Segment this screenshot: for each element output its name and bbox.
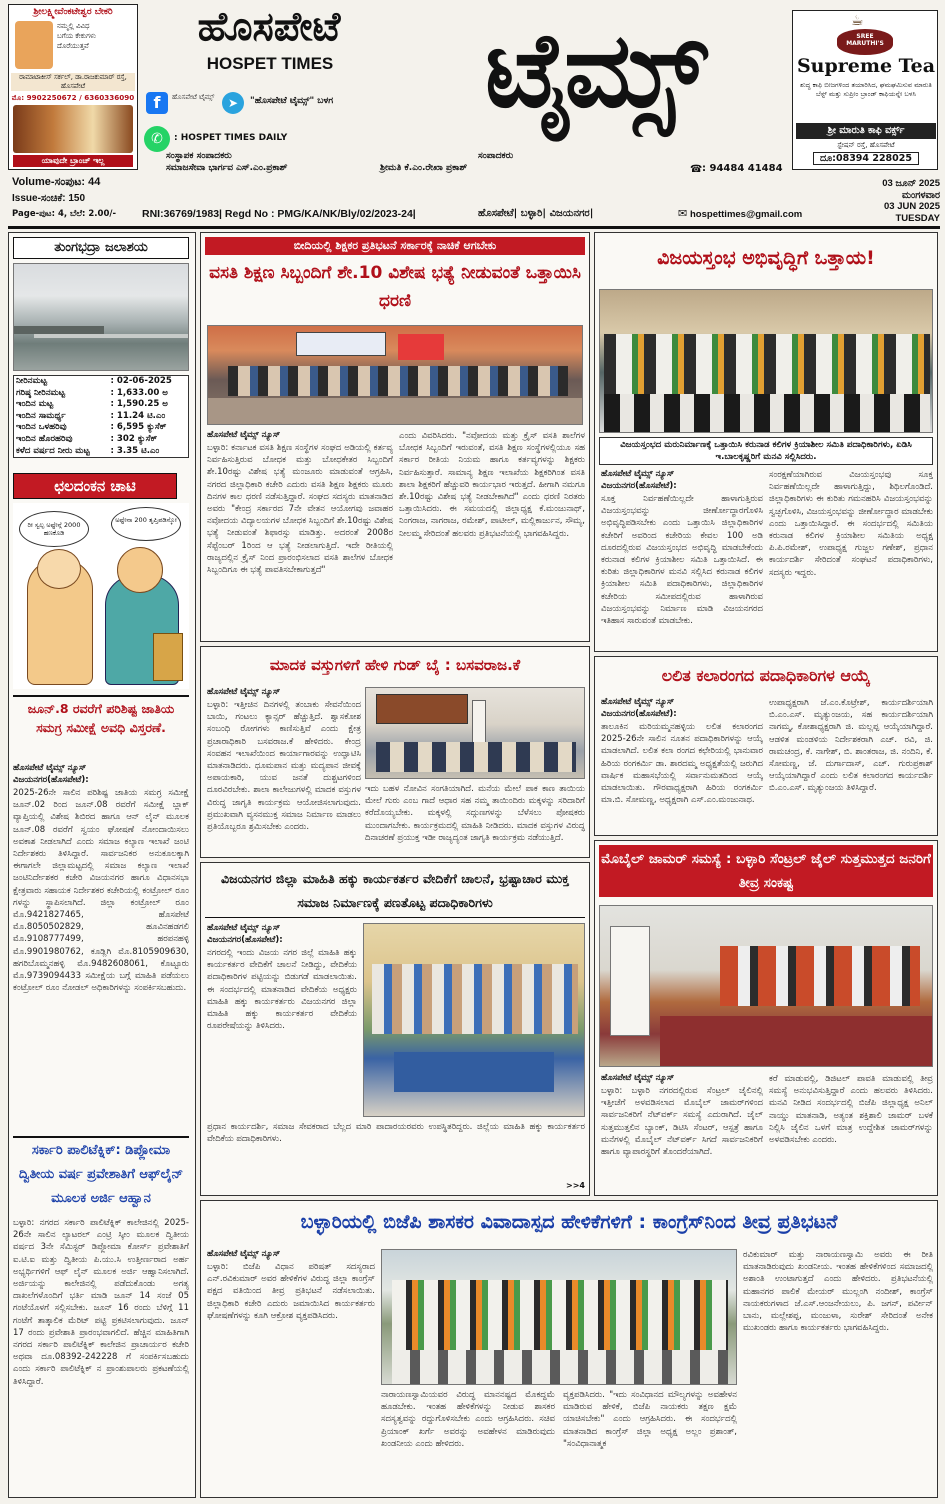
survey-byline: ಹೊಸಪೇಟೆ ಟೈಮ್ಸ್ ನ್ಯೂಸ್: [13, 763, 87, 773]
bjp-byline: ಹೊಸಪೇಟೆ ಟೈಮ್ಸ್ ನ್ಯೂಸ್: [207, 1249, 281, 1259]
lalitha-body-left: ತಾಲೂಕಿನ ಮರಿಯಮ್ಮನಹಳ್ಳಿಯ ಲಲಿತ ಕಲಾರಂಗದ 2025-26ನೇ ಸಾಲಿನ ನೂತನ ಪದಾಧಿಕಾರಿಗಳನ್ನು ಆಯ್ಕೆ ಮಾಡಲಾಗಿದೆ. ಲಲಿತ ಕಲಾ ರಂಗದ ಕಛೇರಿಯಲ್ಲಿ ಭಾನುವಾರ ಹಿರಿಯ ರಂಗಕರ್ಮಿ ಡಾ. ಶಾರದಮ್ಮ ಅಧ್ಯಕ್ಷತೆಯಲ್ಲಿ ಜರುಗಿದ ವಾರ್ಷಿಕ ಮಹಾಸಭೆಯಲ್ಲಿ ಸರ್ವಾನುಮತದಿಂದ ಆಯ್ಕೆ ಮಾಡಲಾಯಿತು. ಗೌರವಾಧ್ಯಕ್ಷರಾಗಿ ಹಿರಿಯ ರಂಗಕರ್ಮಿ ಮಾ.ಬಿ. ಸೋಮಣ್ಣ, ಅಧ್ಯಕ್ಷರಾಗಿ ಎಸ್.ಎಂ.ಮಂಜುನಾಥ.: [601, 722, 763, 806]
rti-caption: ಪ್ರಧಾನ ಕಾರ್ಯದರ್ಶಿ, ಸಮಾಜ ಸೇವಕರಾದ ಬೆಲ್ಲದ ಮಾರಿ ಪಾದಾರಯರವರು ಉಪಸ್ಥಿತರಿದ್ದರು. ಜಿಲ್ಲೆಯ ಮಾಹಿತಿ ಹಕ್ಕು ಕಾರ್ಯಕರ್ತರ ವೇದಿಕೆಯ ಪದಾಧಿಕಾರಿಗಳು.: [207, 1122, 585, 1145]
founder-name: ಸಮಾಜಸೇವಾ ಭಾರ್ಗವ ಎಸ್.ಎಂ.ಪ್ರಕಾಶ್: [166, 163, 288, 173]
hostel-protest-photo: [207, 325, 583, 425]
bjp-headline: ಬಳ್ಳಾರಿಯಲ್ಲಿ ಬಿಜೆಪಿ ಶಾಸಕರ ವಿವಾದಾಸ್ಪದ ಹೇಳಿಕೆಗಳಿಗೆ : ಕಾಂಗ್ರೆಸ್‌ನಿಂದ ತೀವ್ರ ಪ್ರತಿಭಟನೆ: [300, 1211, 838, 1233]
cartoon-bubble-right: ಅಷ್ಟೇನಾ 200 ತೃಪ್ತಿಪಡಿಸ್ಕೋ: [111, 507, 181, 541]
rti-headline: ವಿಜಯನಗರ ಜಿಲ್ಲಾ ಮಾಹಿತಿ ಹಕ್ಕು ಕಾರ್ಯಕರ್ತರ ವೇದಿಕೆಗೆ ಚಾಲನೆ, ಭ್ರಷ್ಟಾಚಾರ ಮುಕ್ತ ಸಮಾಜ ನಿರ್ಮಾಣಕ್ಕೆ ಪಣತೊಟ್ಟ ಪದಾಧಿಕಾರಿಗಳು: [220, 871, 570, 910]
polytechnic-body: ಬಳ್ಳಾರಿ: ನಗರದ ಸರ್ಕಾರಿ ಪಾಲಿಟೆಕ್ನಿಕ್ ಕಾಲೇಜಿನಲ್ಲಿ 2025-26ನೇ ಸಾಲಿನ ಲ್ಯಾಟರಲ್ ಎಂಟ್ರಿ ಸ್ಕೀಂ ಮೂಲಕ ದ್ವಿತೀಯ ವರ್ಷದ 3ನೇ ಸೆಮಿಸ್ಟರ್ ಡಿಪ್ಲೋಮಾ ಕೋರ್ಸ್ ಪ್ರವೇಶಾತಿಗೆ ಐ.ಟಿ.ಐ ಮತ್ತು ದ್ವಿತೀಯ ಪಿ.ಯು.ಸಿ ಉತ್ತೀರ್ಣರಾದ ಅರ್ಹ ಅಭ್ಯರ್ಥಿಗಳಿಗೆ ಆಫ್ ಲೈನ್ ಮೂಲಕ ಅರ್ಜಿ ಆಹ್ವಾನಿಸಲಾಗಿದೆ. ಅರ್ಜಿಯನ್ನು ಕಾಲೇಜಿನಲ್ಲಿ ಪಡೆದುಕೊಂಡು ಅಗತ್ಯ ದಾಖಲೆಗಳೊಂದಿಗೆ ಭರ್ತಿ ಮಾಡಿ ಜೂನ್ 14 ಸಂಜೆ 05 ಗಂಟೆಯೊಳಗೆ ಸಲ್ಲಿಸಬೇಕು. ಜೂನ್ 16 ರಂದು ಬೆಳಿಗ್ಗೆ 11 ಗಂಟೆಗೆ ತಾತ್ಕಾಲಿಕ ಮೆರಿಟ್ ಪಟ್ಟಿ ಪ್ರಕಟಿಸಲಾಗುವುದು. ಜೂನ್ 17 ರಂದು ಪ್ರವೇಶಾತಿ ಪ್ರಾರಂಭವಾಗಲಿದೆ. ಹೆಚ್ಚಿನ ಮಾಹಿತಿಗಾಗಿ ನಗರದ ಸರ್ಕಾರಿ ಪಾಲಿಟೆಕ್ನಿಕ್ ಕಾಲೇಜಿನ ಪ್ರಾಚಾರ್ಯರ ಕಚೇರಿ ಅಥವಾ ದೂ.08392-242228 ಗೆ ಸಂಪರ್ಕಿಸಬಹುದು ಎಂದು ಸರ್ಕಾರಿ ಪಾಲಿಟೆಕ್ನಿಕ್ ನ ಪ್ರಾಂಶುಪಾಲರು ಪ್ರಕಟಣೆಯಲ್ಲಿ ತಿಳಿಸಿದ್ದಾರೆ.: [13, 1218, 189, 1387]
drugs-headline: ಮಾದಕ ವಸ್ತುಗಳಿಗೆ ಹೇಳಿ ಗುಡ್ ಬೈ : ಬಸವರಾಜ.ಕೆ: [269, 656, 521, 674]
vijaya-place: ವಿಜಯನಗರ(ಹೊಸಪೇಟೆ):: [601, 481, 677, 491]
bjp-body-col4: ರವಿಕುಮಾರ್ ಮತ್ತು ನಾರಾಯಣಸ್ವಾಮಿ ಅವರು ಈ ರೀತಿ ಮಾತನಾಡಿರುವುದು ಖಂಡನೀಯ. ಇಂತಹ ಹೇಳಿಕೆಗಳಿಂದ ಸಮಾಜದಲ್ಲಿ ಅಶಾಂತಿ ಉಂಟಾಗುತ್ತದೆ ಎಂದು ಹೇಳಿದರು. ಪ್ರತಿಭಟನೆಯಲ್ಲಿ ಮಹಾನಗರ ಪಾಲಿಕೆ ಮೇಯರ್ ಮುಲ್ಲಂಗಿ ನಂದೀಶ್, ಕಾಂಗ್ರೆಸ್ ನಾಯಕರುಗಳಾದ ಜೆ.ಎಸ್.ಆಂಜನೇಯಲು, ಪಿ. ಜಗನ್, ಪರ್ವೀನ್ ಬಾನು, ಮಲ್ಲೇಶಪ್ಪ, ಮಂಜುಳಾ, ಸುರೇಶ್ ಸೇರಿದಂತೆ ಅನೇಕ ಮುಖಂಡರು ಹಾಗೂ ಕಾರ್ಯಕರ್ತರು ಭಾಗವಹಿಸಿದ್ದರು.: [743, 1250, 933, 1334]
jammer-headline: ಮೊಬೈಲ್ ಜಾಮರ್ ಸಮಸ್ಯೆ : ಬಳ್ಳಾರಿ ಸೆಂಟ್ರಲ್ ಜೈಲ್ ಸುತ್ತಮುತ್ತದ ಜನರಿಗೆ ತೀವ್ರ ಸಂಕಷ್ಟ: [599, 845, 933, 897]
dam-level-label: ಇಂದಿನ ಸಾಮರ್ಥ್ಯ: [16, 410, 66, 421]
email-address: hospettimes@gmail.com: [690, 209, 803, 220]
bakery-ad-footer: ಯಾವುದೇ ಬ್ರಾಂಚ್ ಇಲ್ಲ: [13, 155, 133, 167]
masthead-divider: [8, 226, 940, 229]
polytechnic-headline: ಸರ್ಕಾರಿ ಪಾಲಿಟೆಕ್ನಿಕ್: ಡಿಪ್ಲೋಮಾ ದ್ವಿತೀಯ ವರ್ಷ ಪ್ರವೇಶಾತಿಗೆ ಆಫ್‌ಲೈನ್ ಮೂಲಕ ಅರ್ಜಿ ಆಹ್ವಾನ: [18, 1143, 184, 1206]
vijaya-headline: ವಿಜಯಸ್ತಂಭ ಅಭಿವೃದ್ಧಿಗೆ ಒತ್ತಾಯ!: [657, 247, 875, 269]
day-kannada: ಮಂಗಳವಾರ: [901, 189, 940, 201]
bakery-ad-mascot: [15, 21, 53, 69]
bakery-ad-phone: ಮೊ: 9902250672 / 6360336090: [11, 93, 135, 102]
jammer-press-photo: [599, 905, 933, 1067]
dam-level-value: : 1,633.00 ಅ: [110, 387, 168, 398]
bakery-ad-title: ಶ್ರೀಲಕ್ಷ್ಮೀವೆಂಕಟೇಶ್ವರ ಬೇಕರಿ: [33, 7, 113, 17]
jammer-story: [594, 840, 938, 1196]
bakery-ad-address: ರಾಮಾಟಾಕೀಸ್ ಸರ್ಕಲ್, ಡಾ.ರಾಜಕುಮಾರ್ ರಸ್ತೆ, ಹೊಸಪೇಟೆ: [11, 73, 135, 91]
hostel-body-left: ಬಳ್ಳಾರಿ: ಕರ್ನಾಟಕ ವಸತಿ ಶಿಕ್ಷಣ ಸಂಸ್ಥೆಗಳ ಸಂಘದ ಅಡಿಯಲ್ಲಿ ಕರ್ತವ್ಯ ನಿರ್ವಹಿಸುತ್ತಿರುವ ಬೋಧಕ ಮತ್ತು ಬೋಧಕೇತರ ಸಿಬ್ಬಂದಿಗೆ ಶೇ.10ರಷ್ಟು ವಿಶೇಷ ಭತ್ಯೆ ಮಂಜೂರು ಮಾಡುವಂತೆ ಆಗ್ರಹಿಸಿ, ನಗರದ ಜಿಲ್ಲಾಧಿಕಾರಿ ಕಚೇರಿ ಎದುರು ವಸತಿ ಶಿಕ್ಷಣ ಶಿಕ್ಷಕರು ಮೂರು ದಿನಗಳ ಕಾಲ ಧರಣಿ ನಡೆಸುತ್ತಿದ್ದಾರೆ. ಸಂಘದ ಸದಸ್ಯರು ಮಾತನಾಡಿದ ಅವರು "ಕೇಂದ್ರ ಸರ್ಕಾರದ 7ನೇ ವೇತನ ಆಯೋಗವು ಜವಾಹರ ನವೋದಯ ವಿದ್ಯಾಲಯಗಳ ಬೋಧಕ ಸಿಬ್ಬಂದಿಗೆ ಶೇ.10ರಷ್ಟು ವಿಶೇಷ ಭತ್ಯೆ ನೀಡುವಂತೆ ಶಿಫಾರಸ್ಸು ಮಾಡಿತ್ತು. ಅದರಂತೆ 2008ರ ಸೆಪ್ಟೆಂಬರ್ 1ರಿಂದ ಆ ಭತ್ಯೆ ನೀಡಲಾಗುತ್ತಿದೆ. ಇದೇ ರೀತಿಯಲ್ಲಿ ರಾಜ್ಯದಲ್ಲಿನ ಕ್ರೈಸ್ ನಿಂದ ಪ್ರಾರಂಭಿಸಲಾದ ವಸತಿ ಶಾಲೆಗಳ ಬೋಧಕ ಸಿಬ್ಬಂದಿಗೂ ಈ ಭತ್ಯೆ ಪಾವತಿಸಬೇಕಾಗುತ್ತದೆ": [207, 443, 393, 576]
tea-ad-phone: ದೂ:08394 228025: [813, 152, 919, 165]
dam-level-row: [14, 399, 188, 411]
survey-place: ವಿಜಯನಗರ(ಹೊಸಪೇಟೆ):: [13, 775, 89, 785]
lalitha-place: ವಿಜಯನಗರ(ಹೊಸಪೇಟೆ):: [601, 709, 677, 719]
tea-ad-company: ಶ್ರೀ ಮಾರುತಿ ಕಾಫಿ ವರ್ಕ್ಸ್: [796, 123, 936, 139]
dam-level-label: ಗರಿಷ್ಠ ನೀರಿನಮಟ್ಟ: [16, 387, 65, 398]
dam-level-row: [14, 376, 188, 388]
bjp-body-col3: ವ್ಯಕ್ತಪಡಿಸಿದರು. "ಇದು ಸಂವಿಧಾನದ ಮೌಲ್ಯಗಳನ್ನು ಅವಹೇಳನ ಮಾಡಿರುವ ಹೇಳಿಕೆ, ಬಿಜೆಪಿ ನಾಯಕರು ತಕ್ಷಣ ಕ್ಷಮೆ ಯಾಚಿಸಬೇಕು" ಎಂದು ಆಗ್ರಹಿಸಿದರು. ಈ ಸಂದರ್ಭದಲ್ಲಿ ಮಾತನಾಡಿದ ಕಾಂಗ್ರೆಸ್ ಜಿಲ್ಲಾ ಅಧ್ಯಕ್ಷ ಅಲ್ಲಂ ಪ್ರಶಾಂತ್, "ಸಂವಿಧಾನಾತ್ಮಕ: [563, 1390, 737, 1449]
bakery-ad-line1: ನಮ್ಮಲ್ಲಿ ವಿವಿಧ: [57, 22, 90, 30]
drugs-body-left: ಬಳ್ಳಾರಿ: ಇತ್ತೀಚಿನ ದಿನಗಳಲ್ಲಿ ತಂಬಾಕು ಸೇವನೆಯಿಂದ ಬಾಯಿ, ಗಂಟಲು ಕ್ಯಾನ್ಸರ್ ಹೆಚ್ಚುತ್ತಿದೆ. ಶ್ವಾಸಕೋಶ ಸಂಬಂಧಿ ರೋಗಗಳು ಕಾಣಿಸುತ್ತಿವೆ ಎಂದು ಕ್ಷೇತ್ರ ಪ್ರಚಾರಾಧಿಕಾರಿ ಬಸವರಾಜ.ಕೆ ಹೇಳಿದರು. ಕೇಂದ್ರ ಸಂವಹನ ಇಲಾಖೆಯಿಂದ ಕಾರ್ಯಾಗಾರವನ್ನು ಉದ್ಘಾಟಿಸಿ ಮಾತನಾಡಿದರು. ಧೂಮಪಾನ ಮತ್ತು ಮದ್ಯಪಾನ ಜೀವಕ್ಕೆ ಅಪಾಯಕಾರಿ, ಯುವ ಜನತೆ ದುಶ್ಚಟಗಳಿಂದ ದೂರವಿರಬೇಕು. ಶಾಲಾ ಕಾಲೇಜುಗಳಲ್ಲಿ ಮಾದಕ ವಸ್ತುಗಳ ವಿರುದ್ಧ ಜಾಗೃತಿ ಕಾರ್ಯಕ್ರಮ ಆಯೋಜಿಸಲಾಗುವುದು. ಪ್ರಮುಖವಾಗಿ ವ್ಯಸನಮುಕ್ತ ಸಮಾಜ ನಿರ್ಮಾಣ ಮಾಡಲು ಪ್ರತಿಯೊಬ್ಬರೂ ಶ್ರಮಿಸಬೇಕು ಎಂದರು.: [207, 700, 361, 833]
date-kannada: 03 ಜೂನ್ 2025: [882, 178, 940, 189]
tea-ad-cup-icon: ☕: [851, 13, 864, 29]
tea-ad-brand: Supreme Tea: [796, 55, 936, 77]
masthead-title-kannada-big: ಟೈಮ್ಸ್: [485, 8, 703, 131]
cartoon: [13, 503, 189, 689]
dam-level-row: [14, 434, 188, 446]
dam-level-label: ಇಂದಿನ ಹೊರಹರಿವು: [16, 433, 73, 444]
facebook-icon[interactable]: f: [146, 92, 168, 114]
jammer-body-right: ಕರೆ ಮಾಡುವಲ್ಲಿ, ಡಿಜಿಟಲ್ ಪಾವತಿ ಮಾಡುವಲ್ಲಿ ತೀವ್ರ ಸಮಸ್ಯೆ ಅನುಭವಿಸುತ್ತಿದ್ದಾರೆ ಎಂದು ಹಲವರು ತಿಳಿಸಿದರು. ಮನವಿ ನೀಡಿದ ಸಂದರ್ಭದಲ್ಲಿ ಬಿಜೆಪಿ ಜಿಲ್ಲಾಧ್ಯಕ್ಷ ಅನಿಲ್ ನಾಯ್ಡು ಮಾತನಾಡಿ, ಅತ್ಯಂತ ಶಕ್ತಿಶಾಲಿ ಜಾಮರ್ ಬಳಕೆ ನಿಲ್ಲಿಸಿ ಜೈಲಿನ ಒಳಗೆ ಮಾತ್ರ ಉದ್ದೇಶಿತ ಜಾಮರ್‌ಗಳನ್ನು ಅಳವಡಿಸಬೇಕು ಎಂದರು.: [769, 1074, 933, 1146]
whatsapp-icon[interactable]: ✆: [144, 126, 170, 152]
rti-meeting-photo: [363, 923, 585, 1117]
jammer-byline: ಹೊಸಪೇಟೆ ಟೈಮ್ಸ್ ನ್ಯೂಸ್: [601, 1073, 675, 1083]
bjp-body-col1: ಬಳ್ಳಾರಿ: ಬಿಜೆಪಿ ವಿಧಾನ ಪರಿಷತ್ ಸದಸ್ಯರಾದ ಎನ್.ರವಿಕುಮಾರ್ ಅವರ ಹೇಳಿಕೆಗಳ ವಿರುದ್ಧ ಜಿಲ್ಲಾ ಕಾಂಗ್ರೆಸ್ ಪಕ್ಷದ ವತಿಯಿಂದ ತೀವ್ರ ಪ್ರತಿಭಟನೆ ನಡೆಸಲಾಯಿತು. ಜಿಲ್ಲಾಧಿಕಾರಿ ಕಚೇರಿ ಎದುರು ಜಮಾಯಿಸಿದ ಕಾರ್ಯಕರ್ತರು ಘೋಷಣೆಗಳನ್ನು ಕೂಗಿ ಆಕ್ರೋಶ ವ್ಯಕ್ತಪಡಿಸಿದರು.: [207, 1262, 375, 1321]
cartoon-title: ಛಲದಂಕನ ಚಾಟಿ: [13, 473, 177, 499]
hostel-kicker: ಬೀದಿಯಲ್ಲಿ ಶಿಕ್ಷಕರ ಪ್ರತಿಭಟನೆ ಸರ್ಕಾರಕ್ಕೆ ನಾಚಿಕೆ ಆಗಬೇಕು: [205, 237, 585, 255]
dam-level-label: ಇಂದಿನ ಮಟ್ಟ: [16, 399, 54, 410]
drugs-byline: ಹೊಸಪೇಟೆ ಟೈಮ್ಸ್ ನ್ಯೂಸ್: [207, 687, 281, 697]
vijaya-body-left: ಸೂಕ್ತ ನಿರ್ವಹಣೆಯಿಲ್ಲದೇ ಹಾಳಾಗುತ್ತಿರುವ ವಿಜಯಸ್ತಂಭವನ್ನು ಜೀರ್ಣೋದ್ಧಾರಗೊಳಿಸಿ ಅಭಿವೃದ್ಧಿಪಡಿಸಬೇಕು ಎಂದು ಒತ್ತಾಯಿಸಿ ಜಿಲ್ಲಾಧಿಕಾರಿಗಳ ಕಚೇರಿಗೆ ಅವರಿಂದ ಕಚೇರಿಯ ಕೇವಲ 100 ಅಡಿ ದೂರದಲ್ಲಿರುವ ವಿಜಯಸ್ತಂಭದ ಅಭಿವೃದ್ಧಿ ಮಾಡಬೇಕೆಂದು ಕರುನಾಡ ಕಲಿಗಳ ಕ್ರಿಯಾಶೀಲ ಸಮಿತಿ ಒತ್ತಾಯಿಸಿದೆ. ಈ ಕುರಿತು ಜಿಲ್ಲಾಧಿಕಾರಿಗಳ ಮನವಿ ಸಲ್ಲಿಸಿದ ಕರುನಾಡ ಕಲಿಗಳ ಕ್ರಿಯಾಶೀಲ ಸಮಿತಿ ಪದಾಧಿಕಾರಿಗಳು, ಜಿಲ್ಲಾಧಿಕಾರಿಗಳ ಕಚೇರಿಯ ಸಮೀಪದಲ್ಲಿರುವ ಹಾಳಾಗಿರುವ ವಿಜಯಸ್ತಂಭವನ್ನು ನಿರ್ಮಾಣ ಮಾಡಿ ವಿಜಯನಗರದ ಇತಿಹಾಸ ಸಾರುವಂತೆ ಮಾಡಬೇಕು.: [601, 494, 763, 627]
rti-story: [200, 862, 590, 1196]
dam-levels-table: [13, 375, 189, 458]
hostel-byline: ಹೊಸಪೇಟೆ ಟೈಮ್ಸ್ ನ್ಯೂಸ್: [207, 430, 281, 440]
lalitha-byline: ಹೊಸಪೇಟೆ ಟೈಮ್ಸ್ ನ್ಯೂಸ್: [601, 697, 675, 707]
editor-label: ಸಂಪಾದಕರು: [478, 151, 514, 161]
pages-price: Page-ಪುಟ: 4, ಬೆಲೆ: 2.00/-: [12, 209, 117, 219]
left-column: [8, 232, 196, 1498]
dam-level-value: : 3.35 ಟಿ.ಎಂ: [110, 445, 160, 456]
tea-ad-brand-top: SREE MARUTHI'S: [846, 33, 884, 47]
tea-ad: [792, 10, 938, 170]
day-english: TUESDAY: [895, 212, 940, 224]
volume: Volume-ಸಂಪುಟ: 44: [12, 176, 101, 188]
dam-level-value: : 6,595 ಕ್ಯುಸೆಕ್: [110, 422, 167, 433]
founder-label: ಸಂಸ್ಥಾಪಕ ಸಂಪಾದಕರು: [166, 151, 232, 161]
hostel-body-right: ಎಂದು ವಿವರಿಸಿದರು. "ನವೋದಯ ಮತ್ತು ಕ್ರೈಸ್ ವಸತಿ ಶಾಲೆಗಳ ಬೋಧಕ ಸಿಬ್ಬಂದಿಗೆ ಇರುವಂತೆ, ವಸತಿ ಶಿಕ್ಷಣ ಸಂಸ್ಥೆಗಳಲ್ಲಿಯೂ ಸಹ ಸರ್ಕಾರ ರೀತಿಯ ನಿಯಮ ಹಾಗೂ ಕರ್ತವ್ಯಗಳನ್ನು ಶಿಕ್ಷಕರು ನಿರ್ವಹಿಸುತ್ತಾರೆ. ಸಾಮಾನ್ಯ ಶಿಕ್ಷಣ ಇಲಾಖೆಯ ಶಿಕ್ಷಕರಿಗಿಂತ ವಸತಿ ಶಾಲಾ ಶಿಕ್ಷಕರಿಗೆ ಹೆಚ್ಚುವರಿ ಕಾರ್ಯಭಾರ ಇರುತ್ತದೆ. ಹೀಗಾಗಿ ನಮಗೂ ಶೇ.10ರಷ್ಟು ವಿಶೇಷ ಭತ್ಯೆ ನೀಡಬೇಕಾಗಿದೆ" ಎಂದು ಧರಣಿ ನಿರತರು ಒತ್ತಾಯಿಸಿದರು. ಈ ಸಮಯದಲ್ಲಿ ಜಿಲ್ಲಾಧ್ಯಕ್ಷ ಕೆ.ಮಂಜುನಾಥ್, ನಿಂಗರಾಜ, ನಾಗರಾಜ, ರಮೇಶ್, ಪಾಟೀಲ್, ಮಲ್ಲಿಕಾರ್ಜುನ, ಸೌಮ್ಯ, ನೀಲಮ್ಮ ಸೇರಿದಂತೆ ಹಲವರು ಪ್ರತಿಭಟನೆಯಲ್ಲಿ ಭಾಗವಹಿಸಿದ್ದರು.: [399, 431, 585, 539]
bjp-body-col2: ನಾರಾಯಣಸ್ವಾಮಿಯವರ ವಿರುದ್ಧ ಮಾನನಷ್ಟದ ಮೊಕದ್ದಮೆ ಹೂಡಬೇಕು. ಇಂತಹ ಹೇಳಿಕೆಗಳನ್ನು ನೀಡುವ ಶಾಸಕರ ಸದಸ್ಯತ್ವವನ್ನು ರದ್ದುಗೊಳಿಸಬೇಕು ಎಂದು ಆಗ್ರಹಿಸಿದರು. ಸಚಿವ ಪ್ರಿಯಾಂಕ್ ಖರ್ಗೆ ಅವರನ್ನು ಅವಹೇಳನ ಮಾಡಿರುವುದು ಖಂಡನೀಯ ಎಂದು ಹೇಳಿದರು.: [381, 1390, 555, 1449]
masthead-phone: : 94484 41484: [702, 163, 783, 174]
rti-body: ನಗರದಲ್ಲಿ ಇಂದು ವಿಜಯ ನಗರ ಜಿಲ್ಲೆ ಮಾಹಿತಿ ಹಕ್ಕು ಕಾರ್ಯಕರ್ತರ ವೇದಿಕೆಗೆ ಚಾಲನೆ ನೀಡಿದ್ದು, ವೇದಿಕೆಯ ಪದಾಧಿಕಾರಿಗಳ ಪಟ್ಟಿಯನ್ನು ಬಿಡುಗಡೆ ಮಾಡಲಾಯಿತು. ಈ ಸಂದರ್ಭದಲ್ಲಿ ಮಾತನಾಡಿದ ವೇದಿಕೆಯ ಅಧ್ಯಕ್ಷರು ಮಾಹಿತಿ ಹಕ್ಕು ಕಾರ್ಯಕರ್ತರು ವಿಜಯನಗರ ಜಿಲ್ಲಾ ಮಾಹಿತಿ ಹಕ್ಕು ಕಾರ್ಯಕರ್ತರ ವೇದಿಕೆಯ ರೂಪರೇಷೆಯನ್ನು ತಿಳಿಸಿದರು.: [207, 948, 357, 1032]
rti-continued: >>4: [566, 1181, 585, 1190]
dam-level-label: ನೀರಿನಮಟ್ಟ: [16, 376, 47, 386]
tea-ad-address: ಸ್ಟೇಷನ್ ರಸ್ತೆ, ಹೊಸಪೇಟೆ: [837, 141, 895, 149]
vijaya-story: [594, 232, 938, 652]
bakery-ad: [8, 4, 138, 170]
editor-name: ಶ್ರೀಮತಿ ಕೆ.ಎಂ.ರೇಖಾ ಪ್ರಕಾಶ್: [380, 163, 468, 173]
date-english: 03 JUN 2025: [884, 201, 940, 212]
lalitha-body-right: ಉಪಾಧ್ಯಕ್ಷರಾಗಿ ಜೆ.ಎಂ.ಕೊಟ್ರೇಶ್, ಕಾರ್ಯದರ್ಶಿಯಾಗಿ ಬಿ.ಎಂ.ಎಸ್. ಮೃತ್ಯುಂಜಯ, ಸಹ ಕಾರ್ಯದರ್ಶಿಯಾಗಿ ನಾಗಮ್ಮ, ಕೋಶಾಧ್ಯಕ್ಷರಾಗಿ ಜಿ. ಮಲ್ಲಪ್ಪ ಆಯ್ಕೆಯಾಗಿದ್ದಾರೆ. ಆಡಳಿತ ಮಂಡಳಿಯ ನಿರ್ದೇಶಕರಾಗಿ ಎಚ್. ರವಿ, ಜಿ. ರಾಮಚಂದ್ರ, ಕೆ. ನಾಗೇಶ್, ಬಿ. ಶಾಂತರಾಜ, ಜಿ. ನಂದಿನಿ, ಕೆ. ಸೋಮಣ್ಣ, ಜೆ. ದುರ್ಗಾದಾಸ್, ಎಚ್. ಗುರುಪ್ರಕಾಶ್ ಆಯ್ಕೆಯಾಗಿದ್ದಾರೆ ಎಂದು ಲಲಿತ ಕಲಾರಂಗದ ಕಾರ್ಯದರ್ಶಿ ಬಿ.ಎಂ.ಎಸ್. ಮೃತ್ಯುಂಜಯ ತಿಳಿಸಿದ್ದಾರೆ.: [769, 698, 933, 794]
vijaya-group-photo: [599, 289, 933, 433]
bakery-ad-line2: ಬಗೆಯ ಕೇಕುಗಳು: [57, 32, 96, 40]
dam-level-label: ಕಳೆದ ವರ್ಷದ ನೀರು ಮಟ್ಟ: [16, 445, 90, 456]
rti-byline: ಹೊಸಪೇಟೆ ಟೈಮ್ಸ್ ನ್ಯೂಸ್: [207, 923, 281, 933]
hostel-headline: ವಸತಿ ಶಿಕ್ಷಣ ಸಿಬ್ಬಂದಿಗೆ ಶೇ.10 ವಿಶೇಷ ಭತ್ಯೆ ನೀಡುವಂತೆ ಒತ್ತಾಯಿಸಿ ಧರಣಿ: [209, 263, 581, 311]
email-icon: ✉: [678, 207, 688, 220]
rti-place: ವಿಜಯನಗರ(ಹೊಸಪೇಟೆ):: [207, 935, 283, 945]
cartoon-bubble-left: ರೀ ಸ್ವಲ್ಪ ಅಷ್ಟೇನ್ಗೆ 2000 ಹಣಕೊಡಿ: [19, 511, 89, 547]
tea-ad-description: ಶುದ್ಧ ಕಾಫಿ ಬೀಜಗಳಿಂದ ತಯಾರಿಸಿದ, ಘಮಘಮಿಸುವ ಮಾರುತಿ ಬೆಸ್ಟ್ ಮತ್ತು ಸುಪ್ರೀಂ ಬ್ರಾಂಡ್ ಕಾಫಿಯನ್ನೇ ಬಳಸಿ: [800, 81, 932, 98]
survey-body: 2025-26ನೇ ಸಾಲಿನ ಪರಿಶಿಷ್ಟ ಜಾತಿಯ ಸಮಗ್ರ ಸಮೀಕ್ಷೆ ಜೂನ್.02 ರಿಂದ ಜೂನ್.08 ರವರೆಗೆ ಸಮೀಕ್ಷೆ ಬ್ಲಾಕ್ ವ್ಯಾಪ್ತಿಯಲ್ಲಿ ವಿಶೇಷ ಶಿಬಿರದ ಹಾಗೂ ಆನ್ ಲೈನ್ ಮೂಲಕ ಜೂನ್.08 ರವರೆಗೆ ಸ್ವಯಂ ಘೋಷಣೆ ನೋಂದಾಯಿಸಲು ಅವಕಾಶ ನೀಡಲಾಗಿದೆ ಎಂದು ಸಮಾಜ ಕಲ್ಯಾಣ ಇಲಾಖೆ ಜಂಟಿ ನಿರ್ದೇಶಕರು ತಿಳಿಸಿದ್ದಾರೆ. ಸಾರ್ವಜನಿಕರ ಅನುಕೂಲಕ್ಕಾಗಿ ಈಗಾಗಲೇ ಜಿಲ್ಲಾಮಟ್ಟದಲ್ಲಿ ಸಮಾಜ ಕಲ್ಯಾಣ ಇಲಾಖೆ ಜಂಟಿನಿರ್ದೇಶಕರ ಕಚೇರಿ ವಿಜಯನಗರ ಹಾಗೂ ವಿಧಾನಸಭಾ ಕ್ಷೇತ್ರವಾರು ಸಹಾಯಕ ನಿರ್ದೇಶಕರ ಕಚೇರಿಯಲ್ಲಿ ಕಂಟ್ರೋಲ್ ರೂಂ ಗಳನ್ನು ಸ್ಥಾಪಿಸಲಾಗಿದೆ. ಜಿಲ್ಲಾ ಕಂಟ್ರೋಲ್ ರೂಂ ಮೊ.9421827465, ಹೊಸಪೇಟೆ ಮೊ.8050502829, ಹೂವಿನಹಡಗಲಿ ಮೊ.9108777499, ಹರಪನಹಳ್ಳಿ ಮೊ.9901980762, ಕೂಡ್ಲಿಗಿ ಮೊ.8105909630, ಹಗರಿಬೊಮ್ಮನಹಳ್ಳಿ ಮೊ.9482608061, ಕೊಟ್ಟೂರು ಮೊ.9739094433 ಸಮೀಕ್ಷೆಯ ಬಗ್ಗೆ ಮಾಹಿತಿ ಪಡೆಯಲು ಕಂಟ್ರೋಲ್ ರೂಂ ನೋಡಲ್ ಅಧಿಕಾರಿಗಳನ್ನು ಸಂಪರ್ಕಿಸಬಹುದು.: [13, 788, 189, 994]
drugs-body-right: ಇದು ಬಹಳ ನೋವಿನ ಸಂಗತಿಯಾಗಿದೆ. ಮನೆಯ ಮೇಲೆ ಪಾಕ ಕಾಣ ತಾಯಿಯ ಮೇಲೆ ಗುರು ಎಂಬ ಗಾದೆ ಆಧಾರ ಸಹ ನಮ್ಮ ತಾಯಿಂದಿರು ಮಕ್ಕಳನ್ನು ಸರಿದಾರಿಗೆ ಕರೆದೊಯ್ಯಬೇಕು. ಮಕ್ಕಳಲ್ಲಿ ಸದ್ಗುಣಗಳನ್ನು ಬೆಳೆಸಲು ಪೋಷಕರು ಮುಂದಾಗಬೇಕು. ಕಾರ್ಯಕ್ರಮದಲ್ಲಿ ಮಾಹಿತಿ ನೀಡಿದರು. ಮಾದಕ ವಸ್ತುಗಳ ವಿರುದ್ಧ ದಿನಾಚರಣೆ ಪ್ರಯುಕ್ತ ಇಡೀ ರಾಜ್ಯದ್ಯಂತ ಜಾಗೃತಿ ಕಾರ್ಯಕ್ರಮ ನಡೆಯುತ್ತಿದೆ.: [365, 784, 585, 843]
dam-level-row: [14, 446, 188, 458]
bjp-story: [200, 1200, 938, 1498]
phone-icon: ☎: [690, 164, 703, 175]
dam-level-value: : 11.24 ಟಿ.ಎಂ: [110, 410, 166, 421]
drugs-event-photo: [365, 687, 585, 779]
facebook-page-name: ಹೊಸಪೇಟೆ ಟೈಮ್ಸ್: [172, 93, 215, 101]
jammer-body-left: ಬಳ್ಳಾರಿ: ಬಳ್ಳಾರಿ ನಗರದಲ್ಲಿರುವ ಸೆಂಟ್ರಲ್ ಜೈಲಿನಲ್ಲಿ ಇತ್ತೀಚೆಗೆ ಅಳವಡಿಸಲಾದ ಮೊಬೈಲ್ ಜಾಮರ್‌ಗಳಿಂದ ಸಾರ್ವಜನಿಕರಿಗೆ ನೆಟ್‌ವರ್ಕ್ ಸಮಸ್ಯೆ ಎದುರಾಗಿದೆ. ಜೈಲ್ ಸುತ್ತಮುತ್ತಲಿನ ಬ್ಯಾಂಕ್, ಡಿಟಿಸಿ ಸೆಂಟರ್, ಆಸ್ಪತ್ರೆ ಹಾಗೂ ಮನೆಗಳಲ್ಲಿ ಮೊಬೈಲ್ ನೆಟ್‌ವರ್ಕ್ ಸಿಗದೆ ಸಾರ್ವಜನಿಕರಿಗೆ ಹಾಗೂ ವ್ಯಾಪಾರಸ್ಥರಿಗೆ ತೊಂದರೆಯಾಗಿದೆ.: [601, 1086, 763, 1158]
dam-level-row: [14, 388, 188, 400]
dam-level-label: ಇಂದಿನ ಒಳಹರಿವು: [16, 422, 67, 433]
dam-level-row: [14, 422, 188, 434]
telegram-icon[interactable]: ➤: [222, 92, 244, 114]
bakery-ad-cakes-image: [13, 105, 133, 153]
masthead-title-english: HOSPET TIMES: [206, 54, 334, 73]
lalitha-headline: ಲಲಿತ ಕಲಾರಂಗದ ಪದಾಧಿಕಾರಿಗಳ ಆಯ್ಕೆ: [661, 666, 871, 685]
vijaya-body-right: ಸಂರಕ್ಷಣೆಯಾಗಿರುವ ವಿಜಯಸ್ತಂಭವು ಸೂಕ್ತ ನಿರ್ವಹಣೆಯಿಲ್ಲದೇ ಹಾಳಾಗುತ್ತಿದ್ದು, ಶಿಥಿಲಗೊಂಡಿದೆ. ಜಿಲ್ಲಾಧಿಕಾರಿಗಳು ಈ ಕುರಿತು ಗಮನಹರಿಸಿ ವಿಜಯಸ್ತಂಭವನ್ನು ಸ್ವಚ್ಛಗೊಳಿಸಿ, ವಿಜಯಸ್ತಂಭವನ್ನು ಜೀರ್ಣೋದ್ಧಾರ ಮಾಡಬೇಕು ಎಂದು ಒತ್ತಾಯಿಸಿದ್ದಾರೆ. ಈ ಸಂದರ್ಭದಲ್ಲಿ ಸಮಿತಿಯ ಕರುನಾಡ ಕಲಿಗಳ ಕ್ರಿಯಾಶೀಲ ಸಮಿತಿಯ ಅಧ್ಯಕ್ಷ ಪಿ.ಪಿ.ರಮೇಶ್, ಉಪಾಧ್ಯಕ್ಷ ಗುಜ್ಜಲ ಗಣೇಶ್, ಪ್ರಧಾನ ಕಾರ್ಯದರ್ಶಿ ಸೇರಿದಂತೆ ಸಂಘಟನೆ ಪದಾಧಿಕಾರಿಗಳು, ಸದಸ್ಯರು ಇದ್ದರು.: [769, 470, 933, 578]
telegram-group-text: "ಹೊಸಪೇಟೆ ಟೈಮ್ಸ್" ಬಳಗ: [250, 96, 334, 106]
dam-level-row: [14, 411, 188, 423]
dam-photo: [13, 263, 189, 371]
lalitha-story: [594, 656, 938, 836]
hostel-story: [200, 232, 590, 642]
drugs-story: [200, 646, 590, 858]
masthead-title-kannada: ಹೊಸಪೇಟೆ: [197, 3, 341, 50]
dam-title: ತುಂಗಭದ್ರಾ ಜಲಾಶಯ: [13, 237, 189, 259]
dam-level-value: : 1,590.25 ಅ: [110, 399, 168, 410]
place-names: ಹೊಸಪೇಟೆ| ಬಳ್ಳಾರಿ| ವಿಜಯನಗರ|: [478, 208, 594, 219]
masthead: [0, 0, 945, 178]
dam-level-value: : 302 ಕ್ಯುಸೆಕ್: [110, 433, 158, 444]
bjp-protest-photo: [381, 1249, 737, 1385]
issue: Issue-ಸಂಚಿಕೆ: 150: [12, 193, 86, 204]
whatsapp-text: : HOSPET TIMES DAILY: [174, 133, 288, 143]
vijaya-caption: ವಿಜಯಸ್ತಂಭದ ಮರುನಿರ್ಮಾಣಕ್ಕೆ ಒತ್ತಾಯಿಸಿ ಕರುನಾಡ ಕಲಿಗಳ ಕ್ರಿಯಾಶೀಲ ಸಮಿತಿ ಪದಾಧಿಕಾರಿಗಳು, ಏಡಿಸಿ ಇ.ಬಾಲಕೃಷ್ಣರಿಗೆ ಮನವಿ ಸಲ್ಲಿಸಿದರು.: [599, 437, 933, 465]
bakery-ad-line3: ದೊರೆಯುತ್ತವೆ: [57, 42, 89, 50]
rni-number: RNI:36769/1983| Regd No : PMG/KA/NK/Bly/02/2023-24|: [142, 208, 416, 220]
dam-level-value: : 02-06-2025: [110, 376, 172, 386]
vijaya-byline: ಹೊಸಪೇಟೆ ಟೈಮ್ಸ್ ನ್ಯೂಸ್: [601, 469, 675, 479]
survey-headline: ಜೂನ್.8 ರವರೆಗೆ ಪರಿಶಿಷ್ಟ ಜಾತಿಯ ಸಮಗ್ರ ಸಮೀಕ್ಷೆ ಅವಧಿ ವಿಸ್ತರಣೆ.: [27, 701, 175, 735]
